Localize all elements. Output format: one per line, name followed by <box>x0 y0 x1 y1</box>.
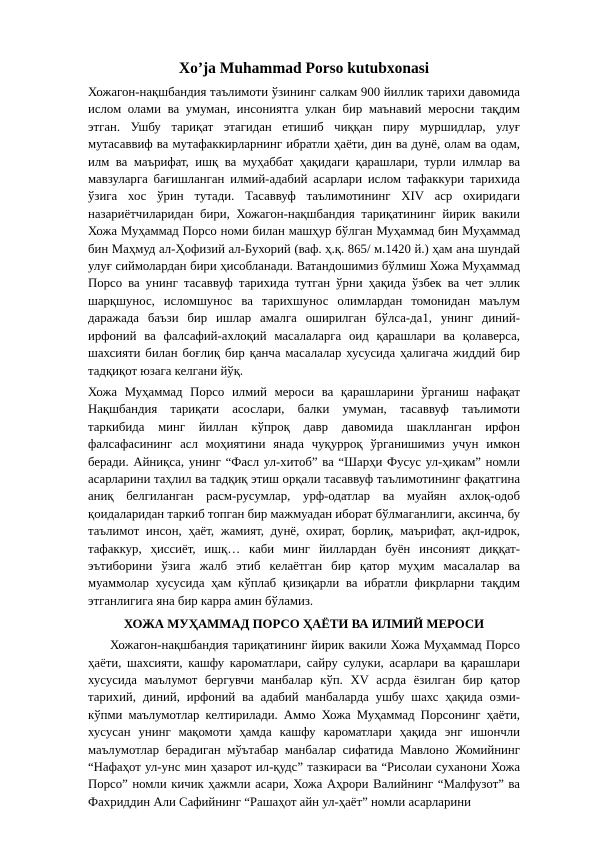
document-page <box>88 60 520 815</box>
document-title: Xo’ja Muhammad Porso kutubxonasi <box>178 60 430 77</box>
paragraph-heritage: Хожа Муҳаммад Порсо илмий мероси ва қарашларини ўрганиш нафақат Нақшбандия тариқати асослари, балки умуман, тасаввуф таълимоти таркибида минг йиллан кўпроқ давр давомида шаклланган ирфон фалсафасининг асл моҳиятини янада чуқурроқ ўрганишимиз учун имкон беради. Айниқса, унинг “Фасл ул-хитоб” ва “Шарҳи Фусус ул-ҳикам” номли асарларини таҳлил ва тадқиқ этиш орқали тасаввуф таълимотининг фақатгина аниқ белгиланган расм-русумлар, урф-одатлар ва муайян ахлоқ-одоб қоидаларидан таркиб топган бир мажмуадан иборат бўлмаганлиги, аксинча, бу таълимот инсон, ҳаёт, жамият, дунё, охират, борлиқ, маърифат, ақл-идрок, тафаккур, ҳиссиёт, ишқ… каби минг йиллардан буён инсоният диққат-эътиборини ўзига жалб этиб келаётган бир қатор муҳим масалалар ва муаммолар хусусида ҳам кўплаб қизиқарли ва ибратли фикрларни тақдим этганлигига яна бир карра амин бўламиз. <box>88 384 520 608</box>
section-heading: ХОЖА МУҲАММАД ПОРСО ҲАЁТИ ВА ИЛМИЙ МЕРОСИ <box>123 617 485 632</box>
paragraph-section-body: Хожагон-нақшбандия тариқатининг йирик вакили Хожа Муҳаммад Порсо ҳаёти, шахсияти, кашфу кароматлари, сайру сулуки, асарлари ва қарашлари хусусида маълумот бергувчи манбалар кўп. XV асрда ёзилган бир қатор тарихий, диний, ирфоний ва адабий манбаларда ушбу шахс ҳақида озми-кўпми маълумотлар келтирилади. Аммо Хожа Муҳаммад Порсонинг ҳаёти, хусусан унинг мақомоти ҳамда кашфу кароматлари ҳақида энг ишончли маълумотлар берадиган мўътабар манбалар сифатида Мавлоно Жомийнинг “Нафаҳот ул-унс мин ҳазарот ил-қудс” тазкираси ва “Рисолаи суханони Хожа Порсо” номли кичик ҳажмли асари, Хожа Аҳрори Валийнинг “Малфузот” ва Фахриддин Али Сафийнинг “Рашаҳот айн ул-ҳаёт” номли асарларини <box>88 638 520 809</box>
paragraph-intro: Хожагон-нақшбандия таълимоти ўзининг салкам 900 йиллик тарихи давомида ислом олами ва умуман, инсониятга улкан бир маънавий меросни тақдим этган. Ушбу тариқат этагидан етишиб чиққан пиру муршидлар, улуғ мутасаввиф ва мутафаккирларнинг ибратли ҳаёти, дин ва дунё, олам ва одам, илм ва маърифат, ишқ ва муҳаббат ҳақидаги қарашлари, турли илмлар ва мавзуларга бағишланган илмий-адабий асарлари ислом тафаккури тарихида ўзига хос ўрин тутади. Тасаввуф таълимотининг XIV аср охиридаги назариётчиларидан бири, Хожагон-нақшбандия тариқатининг йирик вакили Хожа Муҳаммад Порсо номи билан машҳур бўлган Муҳаммад бин Муҳаммад бин Маҳмуд ал-Ҳофизий ал-Бухорий (ваф. ҳ.қ. 865/ м.1420 й.) ҳам ана шундай улуғ сиймолардан бири ҳисобланади. Ватандошимиз бўлмиш Хожа Муҳаммад Порсо ва унинг тасаввуф тарихида тутган ўрни ҳақида ўзбек ва чет эллик шарқшунос, исломшунос ва тарихшунос олимлардан томонидан маълум даражада баъзи бир ишлар амалга оширилган бўлса-да1, унинг диний-ирфоний ва фалсафий-ахлоқий масалаларга оид қарашлари ва қолаверса, шахсияти билан боғлиқ бир қанча масалалар хусусида ҳалигача жиддий бир тадқиқот юзага келгани йўқ. <box>88 85 520 378</box>
